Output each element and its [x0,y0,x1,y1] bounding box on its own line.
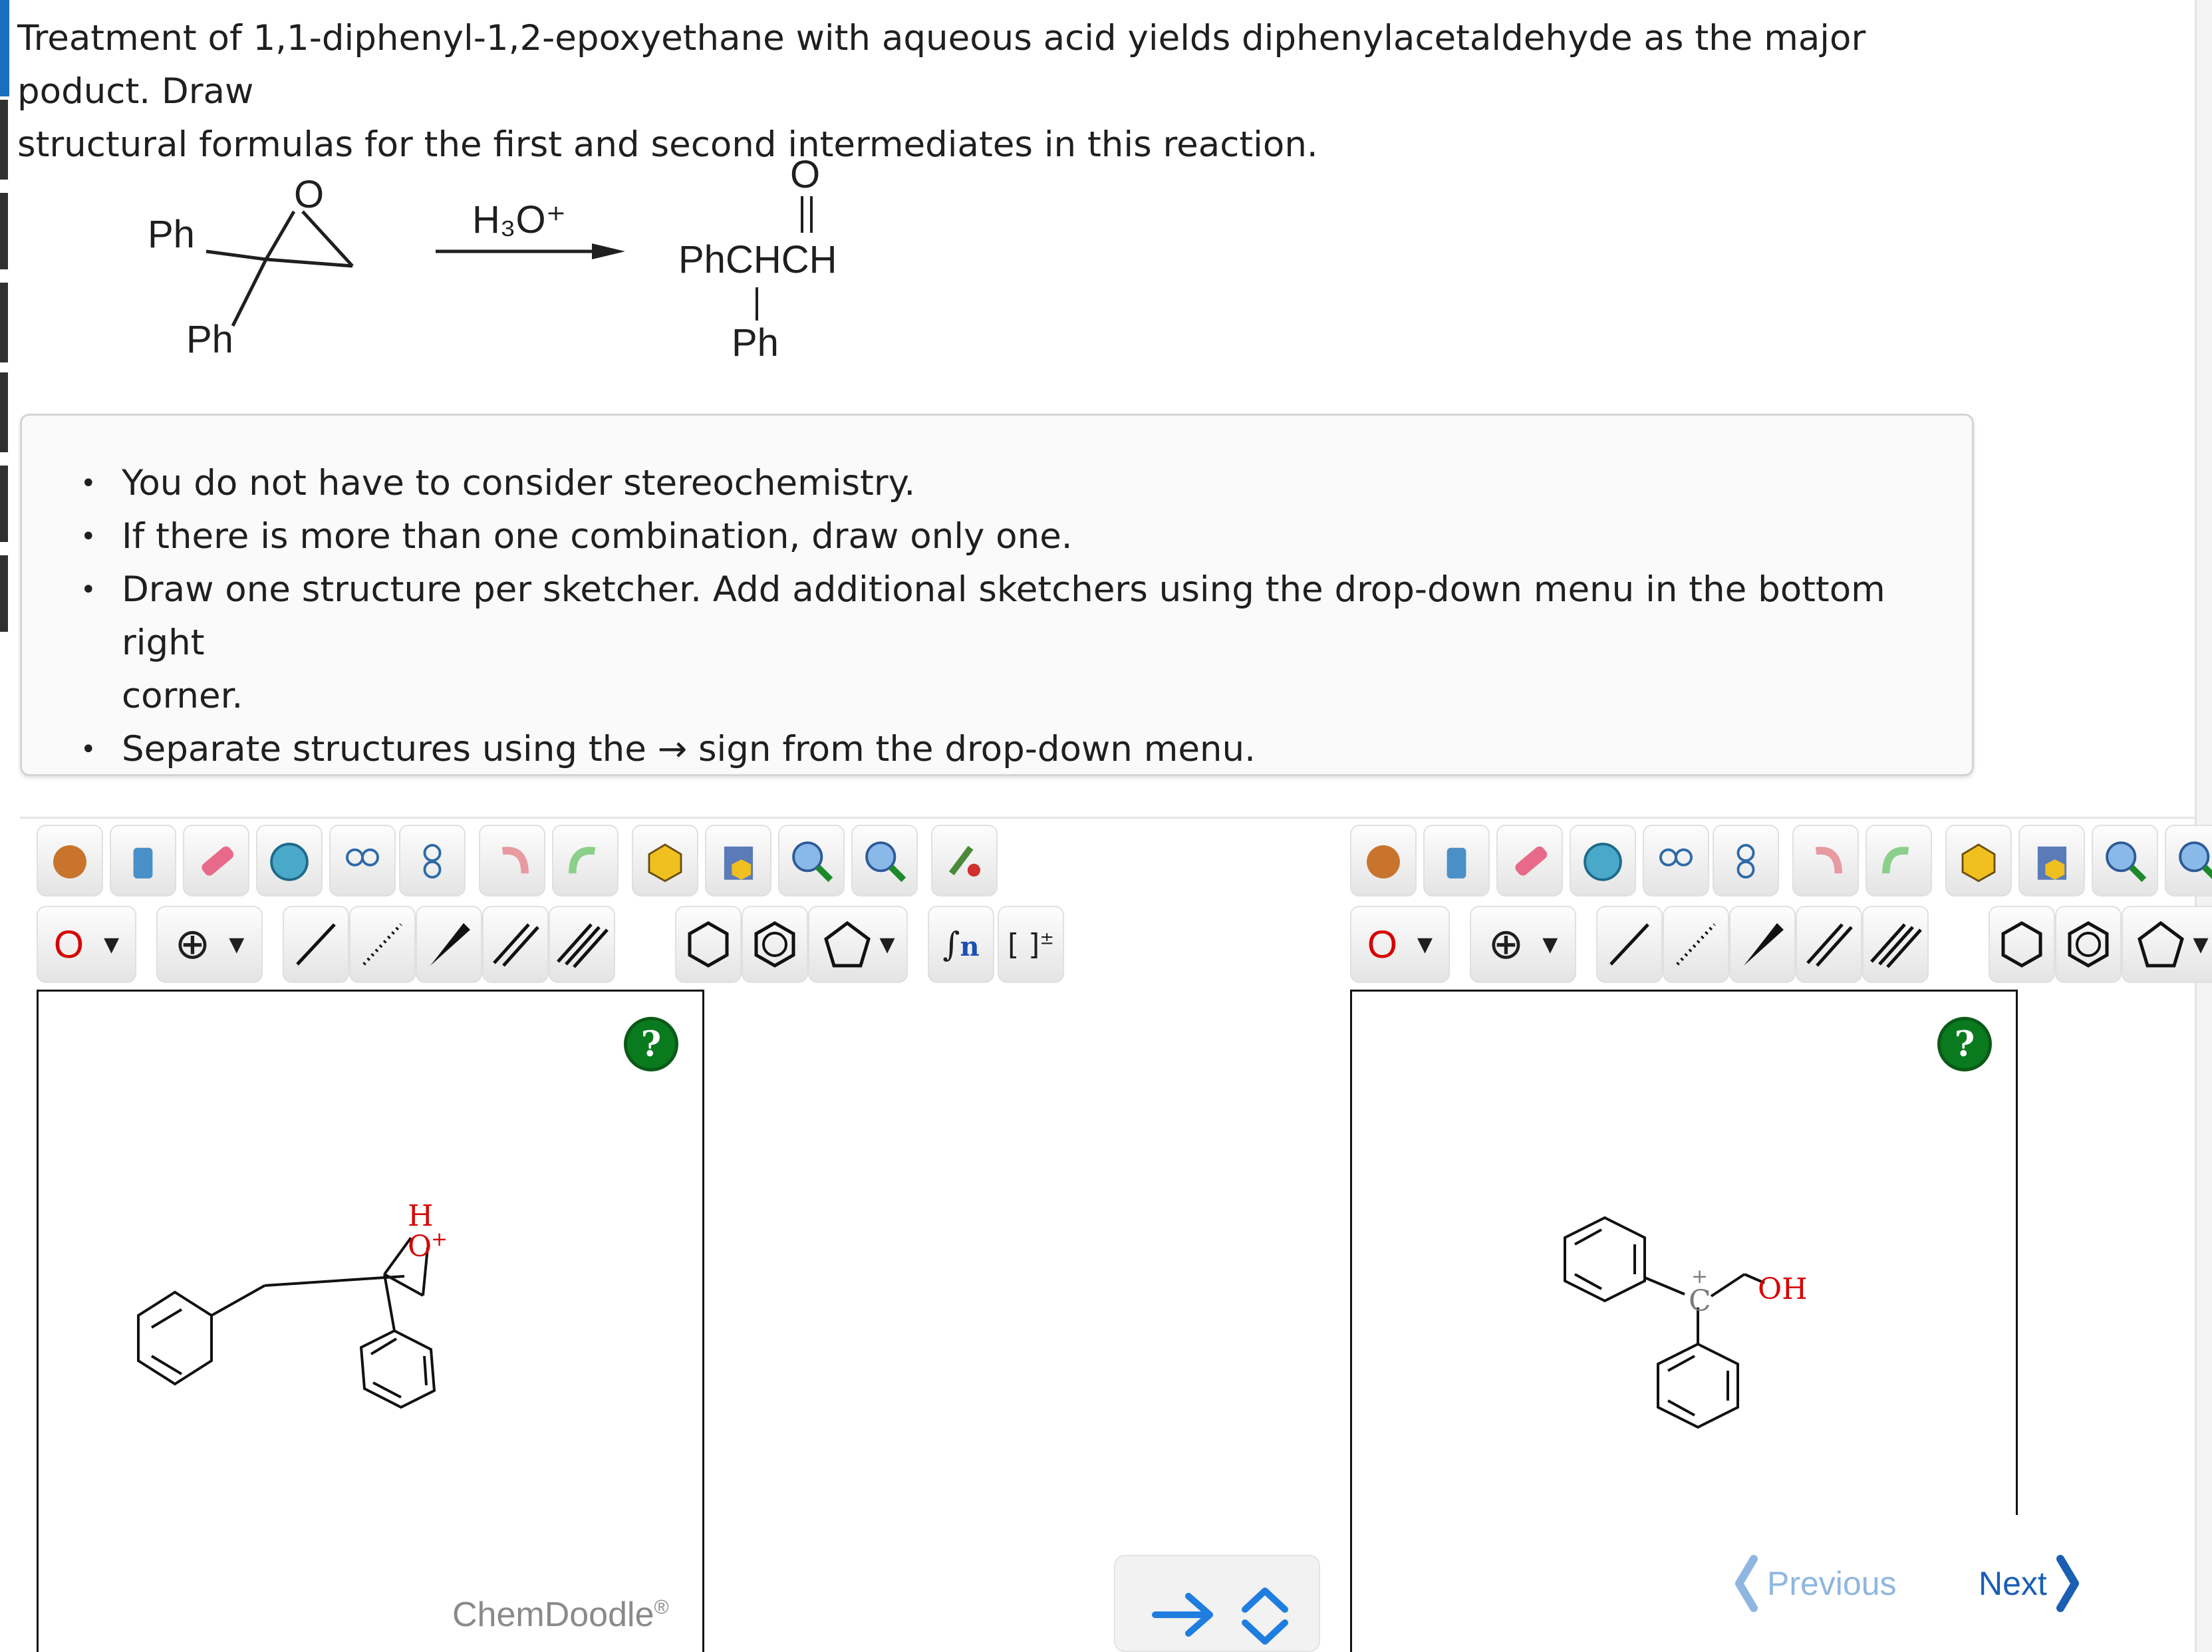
zoom-in-button[interactable] [2092,825,2158,896]
question-line-2: structural formulas for the first and second intermediates in this reaction. [17,124,1318,165]
reactant-ph-top: Ph [148,213,195,256]
paste-button[interactable] [705,825,771,896]
instruction-text: corner. [122,676,243,716]
flip-horizontal-button[interactable] [329,825,396,896]
clean-icon [932,827,996,894]
reagent-label: H₃O⁺ [472,198,567,241]
question-line-1: Treatment of 1,1-diphenyl-1,2-epoxyethane with aqueous acid yields diphenylacetaldehyde as the major poduct. Draw [17,18,1866,112]
flip-horizontal-button[interactable] [1643,825,1709,896]
charge-dropdown-button[interactable] [1470,906,1576,983]
atom-label: O [53,922,84,966]
reaction-scheme [100,133,898,386]
separator-panel-icons [1115,1556,1321,1652]
benzene-icon [2062,918,2115,971]
chevron-down-icon: ▼ [879,932,895,956]
active-indicator [0,0,9,96]
single-bond-icon [1603,918,1656,971]
sketcher-1-structure [39,992,704,1652]
chevron-left-icon [1732,1555,1759,1612]
atom-dropdown-button[interactable] [1350,906,1450,983]
reactant-oxygen: O [294,173,325,216]
side-tab[interactable] [0,372,8,452]
o-atom-label: O [408,1230,432,1264]
chevron-down-icon: ▼ [229,932,245,956]
center-icon [257,827,321,894]
side-tab[interactable] [0,100,8,180]
center-icon [1571,827,1635,894]
benzene-ring-button[interactable] [2055,906,2122,983]
redo-button[interactable] [1866,825,1932,896]
hand-button[interactable] [37,825,103,896]
copy-icon [1947,827,2010,894]
zoom-out-icon [853,827,916,894]
copy-button[interactable] [1945,825,2012,896]
triple-bond-dropdown-button[interactable] [1862,906,1929,983]
zoom-out-button[interactable] [851,825,918,896]
benzene-icon [748,918,801,971]
chevron-down-icon: ▼ [1417,932,1433,956]
bullet: • [80,734,96,765]
wedge-bond-icon [1736,918,1789,971]
expand-collapse-icon[interactable] [1245,1591,1285,1641]
wedge-bond-icon [422,918,476,971]
benzene-ring-button[interactable] [742,906,808,983]
next-button[interactable] [1979,1555,2082,1612]
flip-vertical-button[interactable] [1713,825,1779,896]
chevron-right-icon [2055,1555,2082,1612]
side-tab[interactable] [0,466,8,542]
hexagon-ring-button[interactable] [1989,906,2055,983]
hand-icon [1351,827,1415,894]
pentagon-ring-dropdown-button[interactable] [808,906,908,983]
clear-button[interactable] [1423,825,1490,896]
bullet: • [80,521,96,552]
flip-vertical-button[interactable] [399,825,466,896]
single-bond-button[interactable] [283,906,349,983]
charge-dropdown-button[interactable] [156,906,263,983]
positive-charge: + [431,1228,448,1251]
list-item-continuation [122,670,1917,723]
product-oxygen: O [790,153,821,196]
clear-button[interactable] [110,825,176,896]
carbon-atom-label: C [1689,1284,1711,1318]
hexagon-icon [682,918,735,971]
undo-icon [1794,827,1858,894]
pentagon-icon [2134,918,2187,971]
bracket-tool-button[interactable] [998,906,1064,983]
redo-icon [553,827,617,894]
sketcher-canvas-1[interactable] [37,990,704,1652]
bracket-icon: [ ]± [1007,927,1055,962]
bullet: • [80,575,96,605]
wedge-bond-button[interactable] [1729,906,1796,983]
eraser-icon [1498,827,1562,894]
flip-horizontal-icon [331,827,394,894]
instruction-text: Draw one structure per sketcher. Add additional sketchers using the drop-down menu in the bottom right [122,569,1885,663]
copy-icon [633,827,697,894]
hydroxyl-label: OH [1758,1272,1808,1306]
side-tab[interactable] [0,555,8,632]
dashed-bond-icon [1669,918,1723,971]
paste-icon [706,827,770,894]
undo-button[interactable] [1792,825,1859,896]
hand-button[interactable] [1350,825,1417,896]
product-formula: PhCHCH [678,238,837,281]
undo-icon [480,827,544,894]
atom-label: O [1367,922,1398,966]
copy-button[interactable] [632,825,698,896]
wedge-bond-button[interactable] [416,906,482,983]
registered-mark: ® [654,1596,669,1619]
center-button[interactable] [256,825,323,896]
side-tab[interactable] [0,193,8,269]
list-item [80,457,1917,510]
redo-button[interactable] [552,825,619,896]
charge-icon: ⊕ [1488,920,1524,969]
redo-icon [1867,827,1931,894]
flip-vertical-icon [1714,827,1778,894]
paste-icon [2020,827,2084,894]
bullet: • [80,468,96,499]
double-bond-button[interactable] [1796,906,1862,983]
sgroup-tool-button[interactable] [928,906,994,983]
flip-horizontal-icon [1644,827,1708,894]
instructions-box [20,414,1974,776]
double-bond-button[interactable] [482,906,549,983]
hexagon-ring-button[interactable] [675,906,742,983]
clean-button[interactable] [931,825,998,896]
product-ph: Ph [732,321,779,364]
instruction-text: Separate structures using the → sign from the drop-down menu. [122,729,1256,769]
zoom-out-button[interactable] [2165,825,2212,896]
previous-label: Previous [1767,1565,1897,1602]
help-button[interactable]: ? [1937,1017,1992,1071]
instruction-text: You do not have to consider stereochemistry. [122,463,916,503]
atom-dropdown-button[interactable] [37,906,136,983]
charge-icon: ⊕ [174,920,211,969]
single-bond-icon [289,918,343,971]
dashed-bond-button[interactable] [1663,906,1729,983]
zoom-in-icon [779,827,843,894]
chemdoodle-name: ChemDoodle [452,1595,654,1634]
clear-icon [111,827,175,894]
hexagon-icon [1995,918,2048,971]
list-item [80,563,1917,670]
eraser-button[interactable] [183,825,249,896]
paste-button[interactable] [2018,825,2085,896]
chemdoodle-logo [452,1595,669,1635]
triple-bond-icon [1869,918,1922,971]
triple-bond-icon [555,918,609,971]
eraser-icon [184,827,248,894]
next-label: Next [1979,1565,2047,1602]
chevron-down-icon: ▼ [2193,932,2209,956]
positive-charge: + [1691,1265,1709,1288]
help-button[interactable]: ? [624,1017,678,1071]
chevron-down-icon: ▼ [104,932,120,956]
reactant-ph-bottom: Ph [186,318,233,361]
dashed-bond-icon [356,918,409,971]
zoom-in-button[interactable] [778,825,845,896]
flip-vertical-icon [400,827,464,894]
instructions-list [80,457,1917,776]
eraser-button[interactable] [1496,825,1563,896]
chevron-down-icon: ▼ [1542,932,1558,956]
h-atom-label: H [408,1199,434,1233]
instruction-text: If there is more than one combination, draw only one. [122,516,1073,557]
center-button[interactable] [1570,825,1636,896]
sgroup-icon: ∫n [942,925,980,964]
reaction-scheme-drawing [100,133,898,386]
single-bond-button[interactable] [1596,906,1663,983]
separator-panel [1114,1555,1320,1652]
hand-icon [38,827,102,894]
zoom-out-icon [2166,827,2212,894]
reaction-arrow-icon[interactable] [1155,1596,1210,1633]
previous-button[interactable] [1732,1555,1897,1612]
side-tab[interactable] [0,283,8,362]
dashed-bond-button[interactable] [349,906,416,983]
pentagon-icon [821,918,874,971]
double-bond-icon [1802,918,1856,971]
zoom-in-icon [2093,827,2157,894]
clear-icon [1425,827,1488,894]
list-item [80,510,1917,563]
list-item [80,723,1917,776]
double-bond-icon [489,918,542,971]
triple-bond-dropdown-button[interactable] [549,906,615,983]
pentagon-ring-dropdown-button[interactable] [2122,906,2212,983]
undo-button[interactable] [479,825,545,896]
